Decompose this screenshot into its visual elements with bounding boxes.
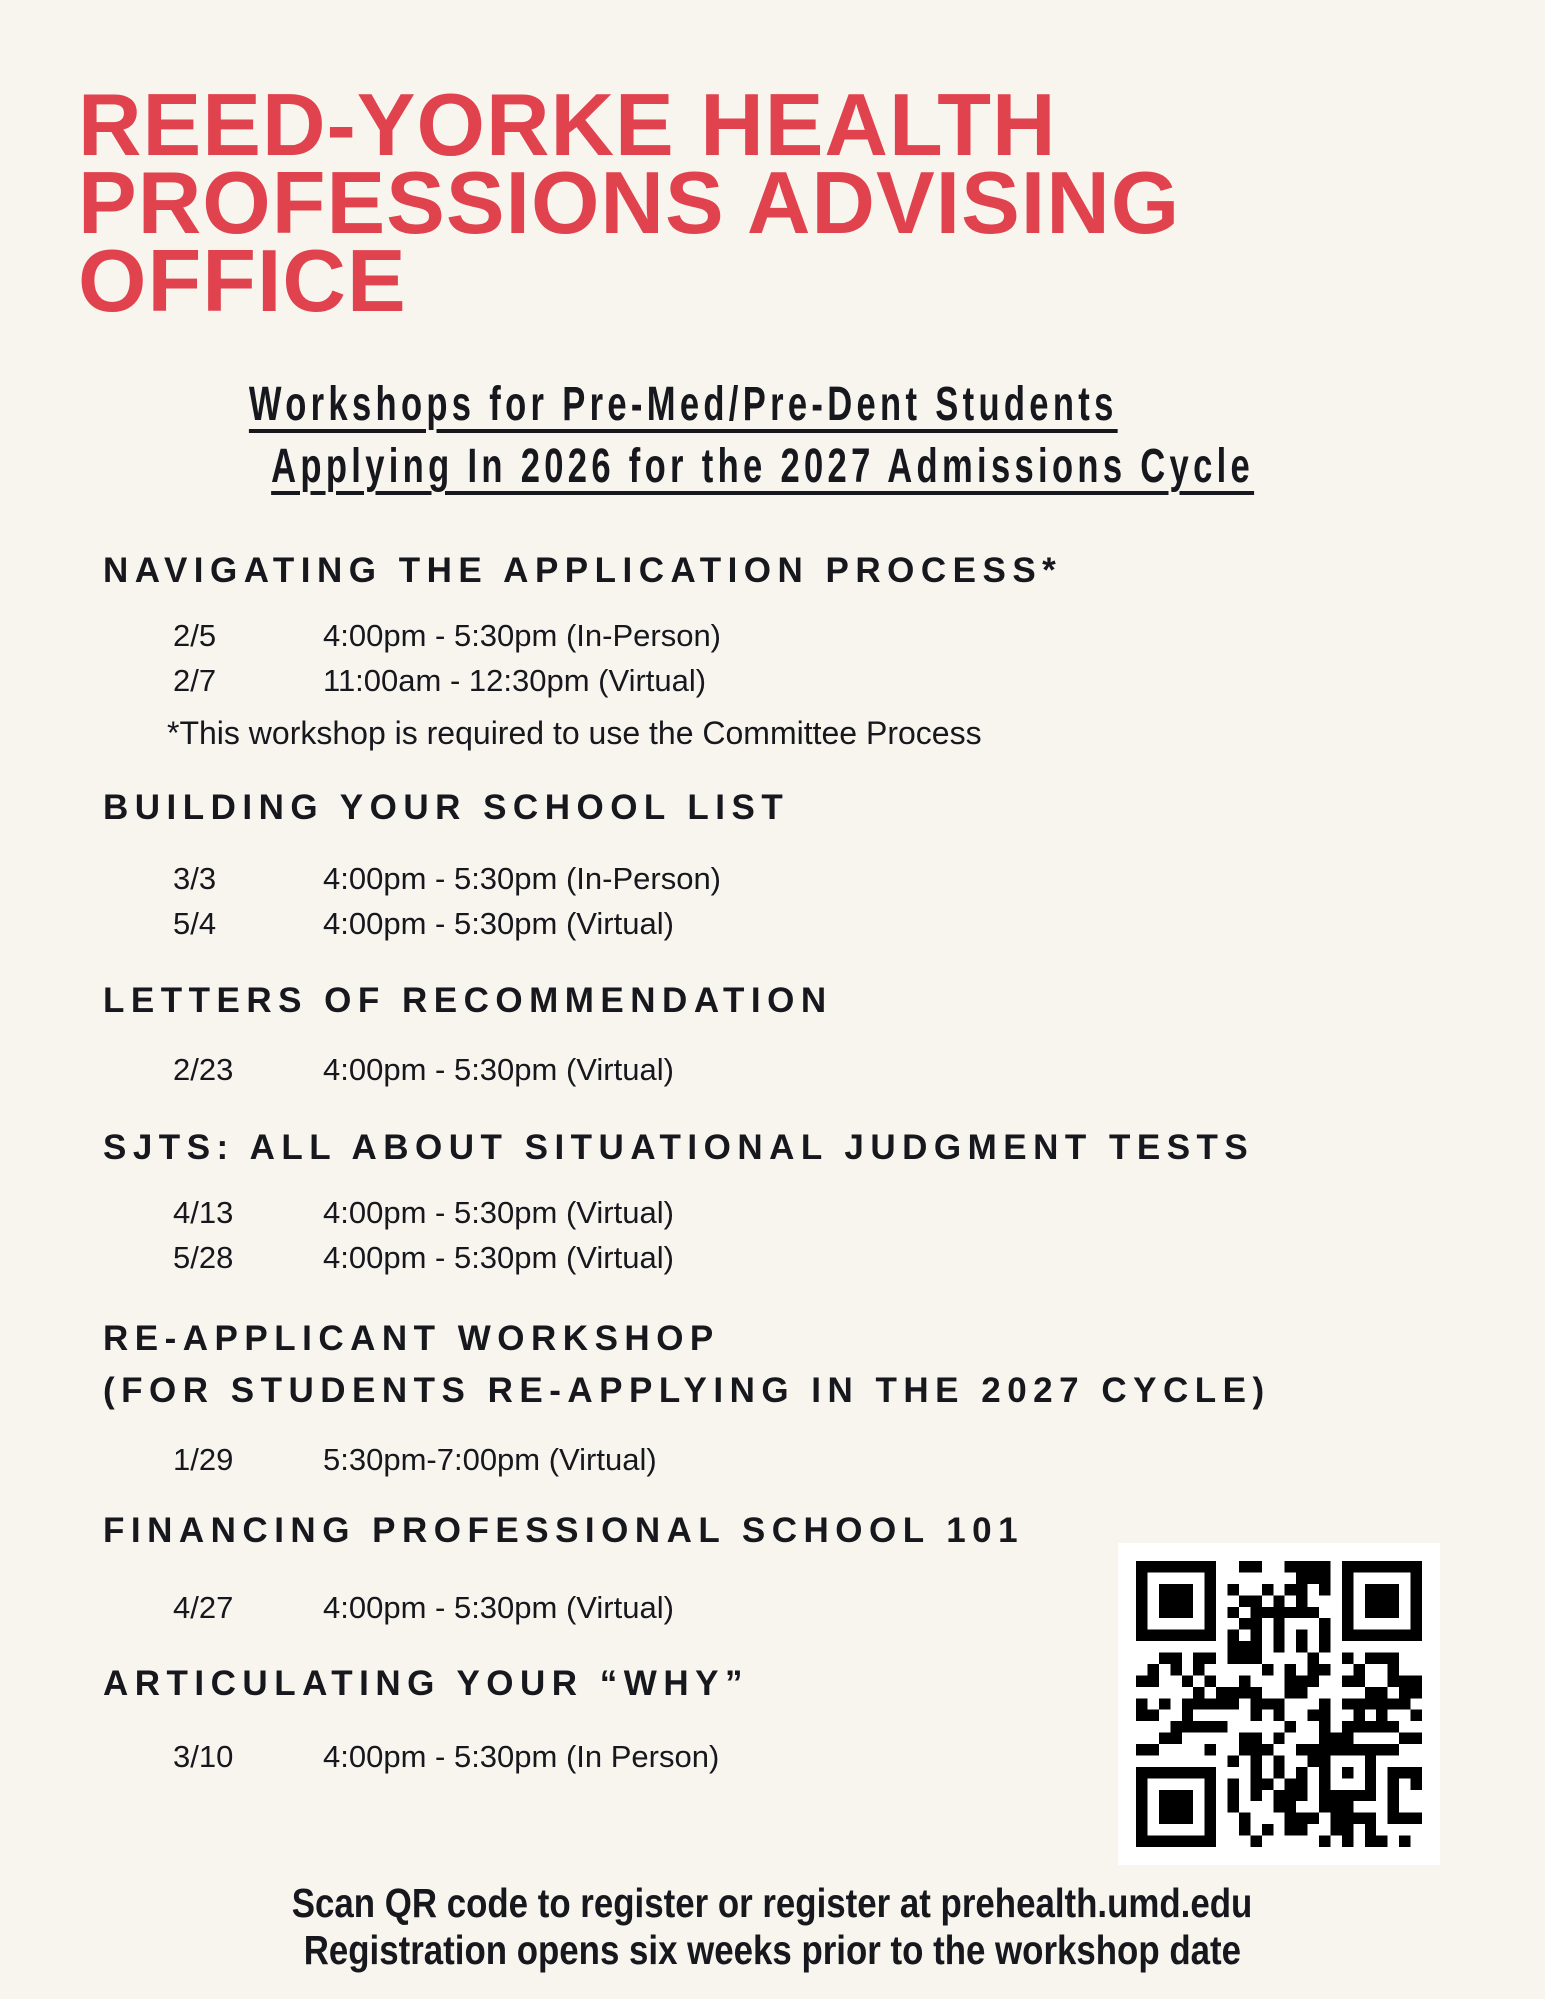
session-row — [173, 658, 1062, 703]
session-date: 2/7 — [173, 663, 217, 698]
footer-line-1: Scan QR code to register or register at prehealth.umd.edu — [292, 1880, 1253, 1926]
session-row — [173, 1734, 749, 1779]
section-title-line-2: (FOR STUDENTS RE-APPLYING IN THE 2027 CYCLE) — [103, 1371, 1271, 1410]
workshop-section-why — [103, 1658, 749, 1779]
page-title-line-3: OFFICE — [78, 231, 407, 330]
session-date: 4/27 — [173, 1590, 234, 1625]
footer-line-2: Registration opens six weeks prior to the workshop date — [303, 1927, 1242, 1973]
section-title: BUILDING YOUR SCHOOL LIST — [103, 788, 790, 827]
section-title: FINANCING PROFESSIONAL SCHOOL 101 — [103, 1511, 1025, 1550]
page-title-line-2: PROFESSIONS ADVISING — [78, 153, 1181, 252]
workshop-section-reapplicant — [103, 1313, 1271, 1482]
session-date: 3/3 — [173, 861, 217, 896]
section-note: *This workshop is required to use the Committee Process — [167, 715, 982, 751]
workshop-section-navigating — [103, 545, 1062, 756]
section-title: SJTS: ALL ABOUT SITUATIONAL JUDGMENT TESTS — [103, 1128, 1255, 1167]
qr-code-container — [1118, 1543, 1440, 1865]
session-date: 2/5 — [173, 618, 217, 653]
subtitle — [80, 374, 1255, 498]
session-time: 4:00pm - 5:30pm (In Person) — [323, 1739, 720, 1774]
page-title — [78, 75, 1181, 330]
workshop-section-letters — [103, 975, 833, 1092]
workshop-section-school-list — [103, 782, 789, 946]
session-time: 4:00pm - 5:30pm (Virtual) — [323, 906, 674, 941]
session-time: 4:00pm - 5:30pm (Virtual) — [323, 1052, 674, 1087]
section-title: ARTICULATING YOUR “WHY” — [103, 1664, 749, 1703]
session-row — [173, 901, 789, 946]
session-row — [173, 1235, 1254, 1280]
subtitle-line-1: Workshops for Pre-Med/Pre-Dent Students — [248, 378, 1118, 431]
session-time: 4:00pm - 5:30pm (In-Person) — [323, 618, 722, 653]
session-date: 5/28 — [173, 1240, 234, 1275]
session-row — [173, 856, 789, 901]
qr-code-icon — [1136, 1561, 1422, 1847]
session-row — [173, 613, 1062, 658]
session-row — [173, 1585, 1024, 1630]
session-time: 5:30pm-7:00pm (Virtual) — [323, 1442, 657, 1477]
session-row — [173, 1190, 1254, 1235]
footer — [0, 1880, 1545, 1974]
session-row — [173, 1437, 1271, 1482]
session-time: 4:00pm - 5:30pm (Virtual) — [323, 1240, 674, 1275]
session-time: 4:00pm - 5:30pm (Virtual) — [323, 1195, 674, 1230]
section-title: LETTERS OF RECOMMENDATION — [103, 981, 833, 1020]
session-time: 11:00am - 12:30pm (Virtual) — [323, 663, 707, 698]
workshop-section-sjts — [103, 1122, 1254, 1280]
session-date: 5/4 — [173, 906, 217, 941]
section-title: RE-APPLICANT WORKSHOP — [103, 1319, 720, 1358]
session-time: 4:00pm - 5:30pm (Virtual) — [323, 1590, 674, 1625]
session-time: 4:00pm - 5:30pm (In-Person) — [323, 861, 722, 896]
workshop-section-financing — [103, 1505, 1024, 1630]
session-date: 2/23 — [173, 1052, 234, 1087]
section-title: NAVIGATING THE APPLICATION PROCESS* — [103, 551, 1063, 590]
session-row — [173, 1047, 833, 1092]
page-title-line-1: REED-YORKE HEALTH — [78, 75, 1057, 174]
subtitle-line-2: Applying In 2026 for the 2027 Admissions Cycle — [271, 440, 1255, 493]
session-date: 3/10 — [173, 1739, 234, 1774]
session-date: 1/29 — [173, 1442, 234, 1477]
session-date: 4/13 — [173, 1195, 234, 1230]
